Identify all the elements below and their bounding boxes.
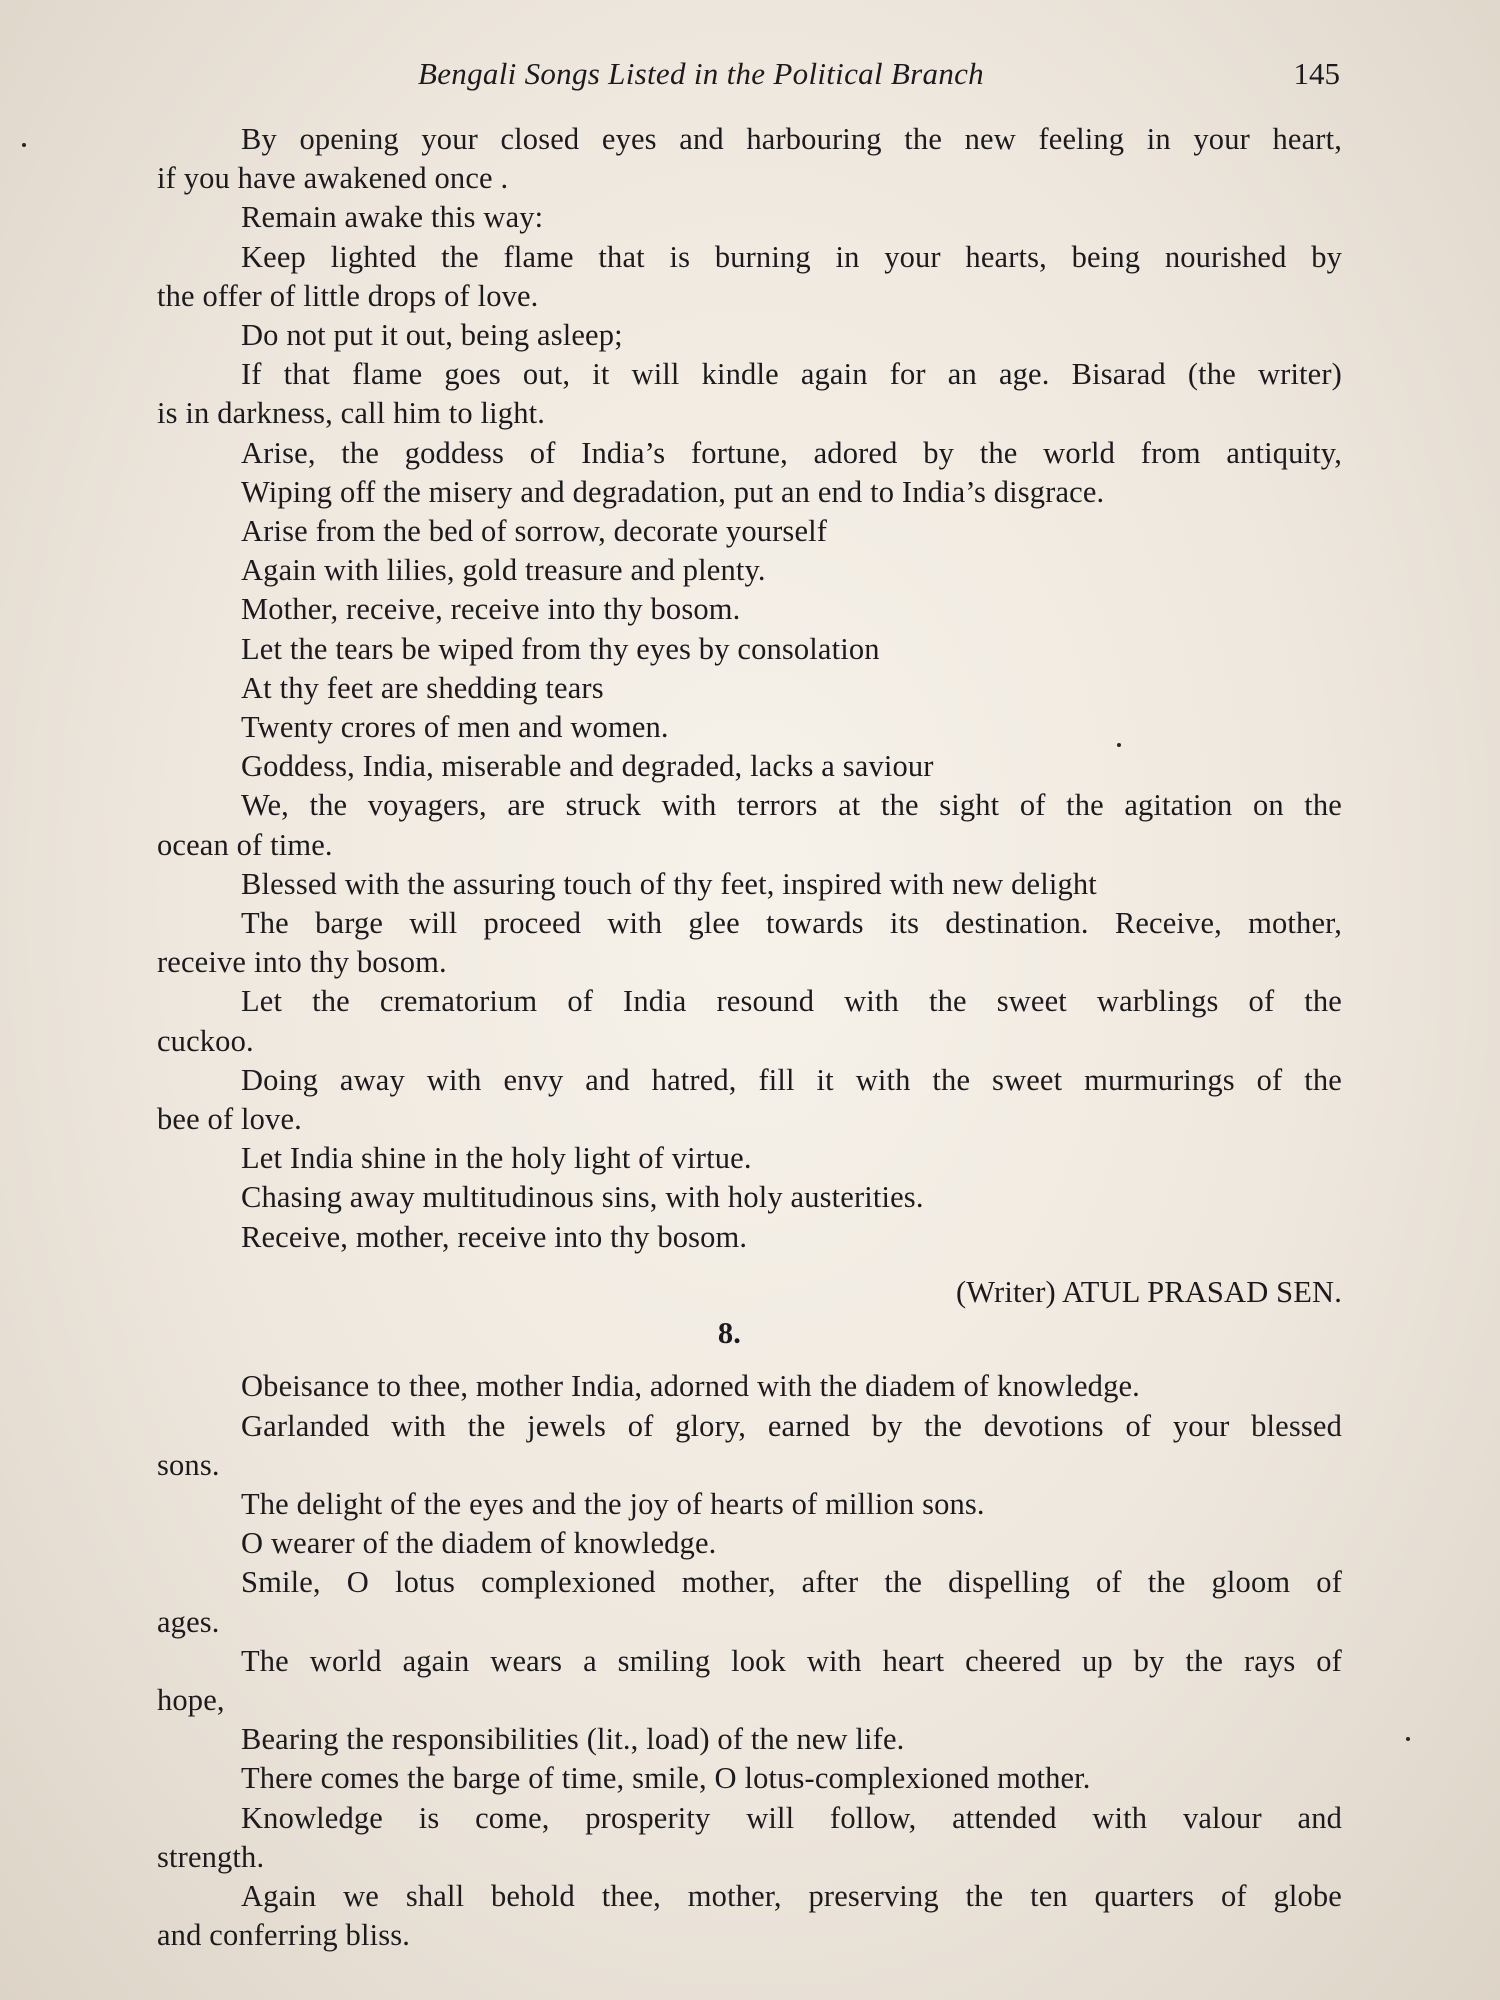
page-header (160, 56, 1340, 100)
verse-line: Do not put it out, being asleep; (241, 318, 623, 353)
print-speck (1406, 1737, 1410, 1741)
page-body (157, 120, 1342, 1955)
verse-line: Knowledge is come, prosperity will follow, attended with valour and (241, 1800, 1342, 1835)
verse-line: and conferring bliss. (157, 1918, 411, 1953)
verse-line: the offer of little drops of love. (157, 278, 539, 313)
verse-line: Keep lighted the flame that is burning in your hearts, being nourished by (241, 239, 1342, 274)
verse-line: Goddess, India, miserable and degraded, lacks a saviour (241, 749, 934, 784)
verse-line: Bearing the responsibilities (lit., load) of the new life. (241, 1722, 905, 1757)
verse-line: bee of love. (157, 1102, 302, 1137)
verse-line: Wiping off the misery and degradation, put an end to India’s disgrace. (241, 474, 1105, 509)
verse-line: The world again wears a smiling look with heart cheered up by the rays of (241, 1643, 1342, 1678)
verse-line: Garlanded with the jewels of glory, earned by the devotions of your blessed (241, 1408, 1342, 1443)
print-speck (22, 143, 26, 147)
verse-line: If that flame goes out, it will kindle again for an age. Bisarad (the writer) (241, 357, 1342, 392)
verse-line: O wearer of the diadem of knowledge. (241, 1526, 717, 1561)
verse-line: Again we shall behold thee, mother, preserving the ten quarters of globe (241, 1878, 1342, 1913)
verse-line: Doing away with envy and hatred, fill it with the sweet murmurings of the (241, 1062, 1342, 1097)
verse-line: Let the tears be wiped from thy eyes by consolation (241, 631, 880, 666)
verse-line: The delight of the eyes and the joy of hearts of million sons. (241, 1486, 985, 1521)
verse-line: Receive, mother, receive into thy bosom. (241, 1219, 748, 1254)
verse-line: Arise, the goddess of India’s fortune, adored by the world from antiquity, (241, 435, 1342, 470)
verse-line: There comes the barge of time, smile, O lotus-complexioned mother. (241, 1761, 1091, 1796)
verse-line: Mother, receive, receive into thy bosom. (241, 592, 741, 627)
song-7-verse (157, 120, 1342, 1257)
writer-signature: (Writer) ATUL PRASAD SEN. (955, 1274, 1342, 1309)
verse-line: Let the crematorium of India resound with the sweet warblings of the (241, 984, 1342, 1019)
verse-line: At thy feet are shedding tears (241, 670, 604, 705)
verse-line: receive into thy bosom. (157, 945, 447, 980)
verse-line: By opening your closed eyes and harbouring the new feeling in your heart, (241, 122, 1342, 156)
section-number: 8. (717, 1316, 742, 1351)
verse-line: Again with lilies, gold treasure and plenty. (241, 553, 766, 588)
verse-line: The barge will proceed with glee towards its destination. Receive, mother, (241, 906, 1342, 941)
verse-line: Chasing away multitudinous sins, with holy austerities. (241, 1180, 924, 1215)
verse-line: hope, (157, 1682, 225, 1717)
verse-line: is in darkness, call him to light. (157, 396, 546, 431)
verse-line: ages. (157, 1604, 220, 1639)
verse-line: ocean of time. (157, 827, 333, 862)
verse-line: We, the voyagers, are struck with terrors at the sight of the agitation on the (241, 788, 1342, 823)
verse-line: Smile, O lotus complexioned mother, after the dispelling of the gloom of (241, 1565, 1342, 1600)
page-number: 145 (1293, 56, 1340, 91)
song-8-verse (157, 1367, 1342, 1955)
verse-line: Obeisance to thee, mother India, adorned with the diadem of knowledge. (241, 1369, 1140, 1404)
verse-line: Let India shine in the holy light of virtue. (241, 1141, 752, 1176)
running-title: Bengali Songs Listed in the Political Branch (418, 56, 984, 91)
verse-line: Arise from the bed of sorrow, decorate yourself (241, 514, 828, 549)
verse-line: sons. (157, 1447, 220, 1482)
print-speck (1117, 743, 1121, 747)
verse-line: if you have awakened once . (157, 161, 509, 196)
verse-line: cuckoo. (157, 1023, 254, 1058)
verse-line: strength. (157, 1839, 265, 1874)
verse-line: Twenty crores of men and women. (241, 710, 669, 745)
verse-line: Blessed with the assuring touch of thy feet, inspired with new delight (241, 866, 1097, 901)
verse-line: Remain awake this way: (241, 200, 544, 235)
